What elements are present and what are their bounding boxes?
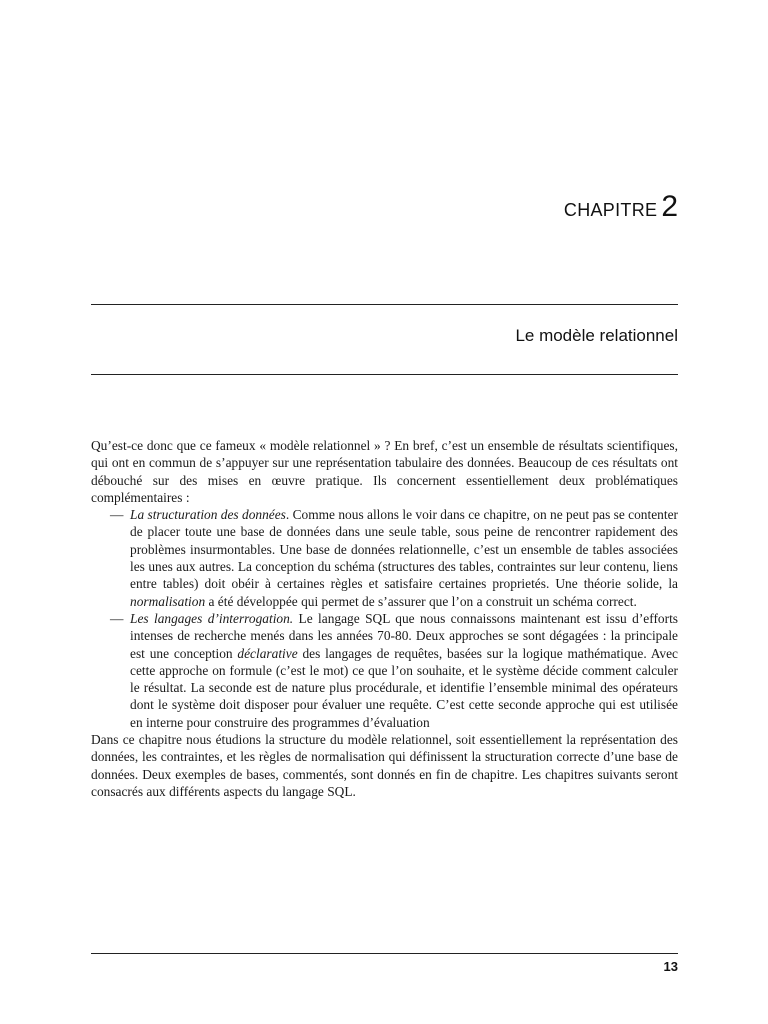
list-item xyxy=(91,610,678,731)
list-dash: — xyxy=(110,610,124,626)
chapter-body xyxy=(91,437,678,800)
list-dash: — xyxy=(110,507,124,523)
item-text: a été développée qui permet de s’assurer que l’on a construit un schéma correct. xyxy=(205,593,637,609)
title-bottom-rule xyxy=(91,374,678,375)
topic-list xyxy=(91,506,678,731)
chapter-number: 2 xyxy=(661,190,678,223)
chapter-heading xyxy=(564,190,678,224)
chapter-label: CHAPITRE xyxy=(563,200,658,220)
footer-rule xyxy=(91,953,678,954)
item-lead: La structuration des données xyxy=(130,507,286,523)
item-text: Le langage SQL que nous connaissons maintenant est issu d’efforts intenses de recherche menés dans les années 70-80. Deux approches se sont dégagées : la principale est une conception xyxy=(130,610,678,661)
item-text: des langages de requêtes, basées sur la logique mathématique. Avec cette approche on formule (c’est le mot) ce que l’on souhaite, et le système décide comment calculer le résultat. La seconde est de nature plus procédurale, et identifie l’ensemble minimal des opérateurs dont le système doit disposer pour évaluer une requête. C’est cette seconde approche qui est utilisée en interne pour construire des programmes d’évaluation xyxy=(130,645,679,730)
list-item xyxy=(91,506,678,610)
item-emphasis: déclarative xyxy=(237,645,298,661)
page-number: 13 xyxy=(663,959,678,974)
title-top-rule xyxy=(91,304,678,305)
item-lead: Les langages d’interrogation. xyxy=(130,610,294,626)
item-text: . Comme nous allons le voir dans ce chapitre, on ne peut pas se contenter de placer toute une base de données dans une seule table, sous peine de rencontrer rapidement des problèmes insurmontables. Une base de données relationnelle, c’est un ensemble de tables associées les unes aux autres. La conception du schéma (structures des tables, contraintes sur leur contenu, liens entre tables) doit obéir à certaines règles et satisfaire certaines proprietés. Une théorie solide, la xyxy=(130,507,678,592)
intro-paragraph: Qu’est-ce donc que ce fameux « modèle relationnel » ? En bref, c’est un ensemble de résultats scientifiques, qui ont en commun de s’appuyer sur une représentation tabulaire des données. Beaucoup de ces résultats ont débouché sur des mises en œuvre pratique. Ils concernent essentiellement deux problématiques complémentaires : xyxy=(91,438,678,505)
item-emphasis: normalisation xyxy=(130,593,206,609)
conclusion-paragraph: Dans ce chapitre nous étudions la structure du modèle relationnel, soit essentiellement la représentation des données, les contraintes, et les règles de normalisation qui définissent la structuration correcte d’une base de données. Deux exemples de bases, commentés, sont donnés en fin de chapitre. Les chapitres suivants seront consacrés aux différents aspects du langage SQL. xyxy=(91,732,678,799)
chapter-title: Le modèle relationnel xyxy=(515,326,678,345)
